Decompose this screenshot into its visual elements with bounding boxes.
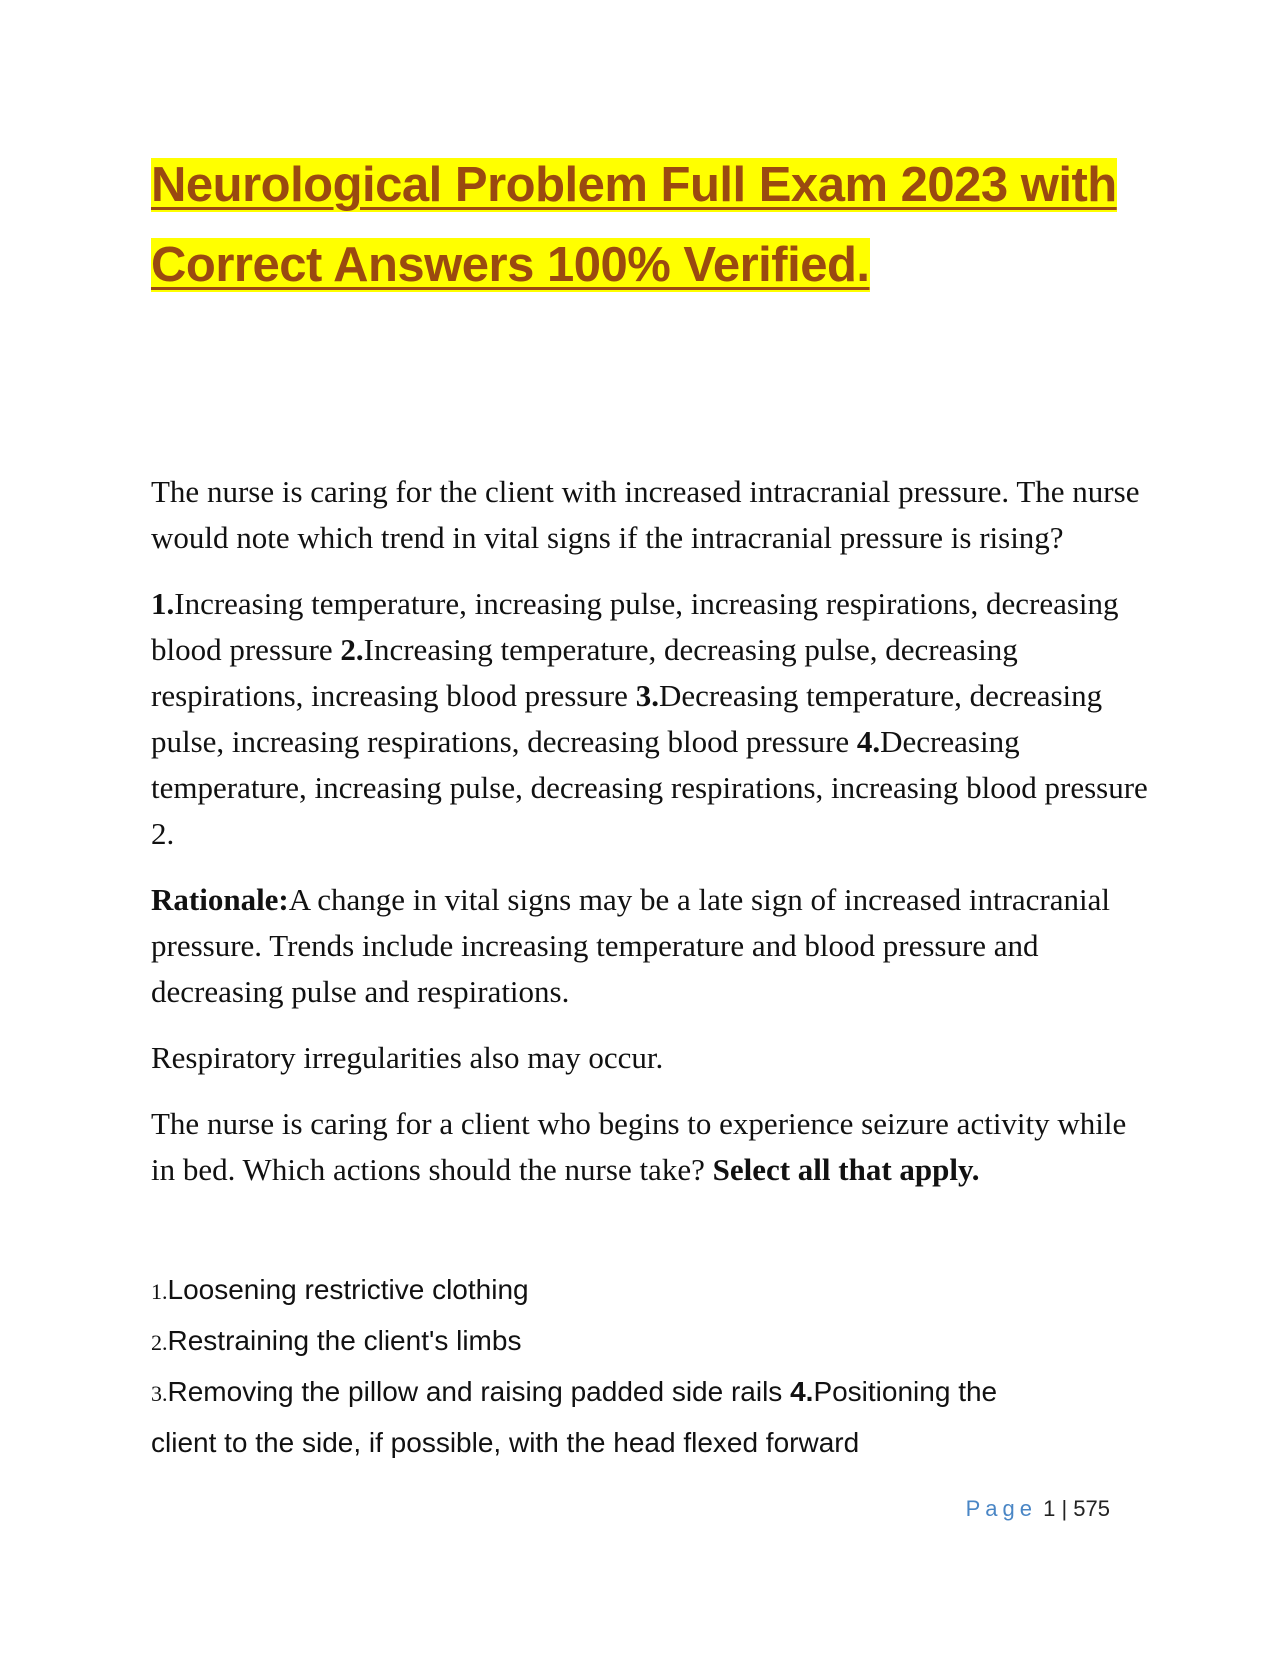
page-label: Page: [965, 1496, 1037, 1521]
q2-options-3-4: [151, 1367, 1031, 1467]
title-line-2: Correct Answers 100% Verified.: [151, 238, 870, 292]
question-2-options: [151, 1265, 1151, 1467]
document-title: [151, 145, 1141, 305]
q1-option-4-text: Decreasing temperature, increasing pulse, decreasing respirations, increasing blood pressure 2.: [151, 724, 1148, 851]
q1-option-3-text: Decreasing temperature, decreasing pulse, increasing respirations, decreasing blood pressure: [151, 678, 1103, 759]
rationale-label: Rationale:: [151, 882, 289, 917]
page-number: 1: [1043, 1496, 1056, 1521]
page-footer: [900, 1496, 1110, 1522]
q1-option-4-number: 4.: [856, 724, 881, 759]
total-pages: 575: [1073, 1496, 1110, 1521]
document-body: [151, 469, 1151, 1213]
q2-option-1-text: Loosening restrictive clothing: [167, 1274, 529, 1305]
question-2-stem: [151, 1101, 1151, 1193]
question-1-note: Respiratory irregularities also may occur.: [151, 1040, 664, 1075]
q2-option-3-number: 3.: [151, 1381, 168, 1406]
q2-option-1: [151, 1265, 1151, 1316]
q2-option-2: [151, 1316, 1151, 1367]
title-line-1: Neurological Problem Full Exam 2023 with: [151, 158, 1117, 212]
q2-option-4-text: Positioning the client to the side, if possible, with the head flexed forward: [151, 1376, 998, 1458]
q2-option-2-number: 2.: [151, 1330, 168, 1355]
question-1-rationale: [151, 877, 1151, 1015]
q2-option-1-number: 1.: [151, 1279, 168, 1304]
question-1-options: [151, 581, 1151, 857]
q1-option-3-number: 3.: [635, 678, 659, 713]
q2-option-3-text: Removing the pillow and raising padded side rails: [167, 1376, 791, 1407]
question-2-stem-text: The nurse is caring for a client who begins to experience seizure activity while in bed. Which actions should the nurse take?: [151, 1106, 1127, 1187]
page-separator: |: [1055, 1496, 1074, 1521]
q1-option-2-number: 2.: [340, 632, 364, 667]
q1-option-2-text: Increasing temperature, decreasing pulse, decreasing respirations, increasing blood pressure: [151, 632, 1018, 713]
rationale-text: A change in vital signs may be a late sign of increased intracranial pressure. Trends include increasing temperature and blood pressure and decreasing pulse and respirations.: [151, 882, 1110, 1009]
q1-option-1-number: 1.: [151, 586, 175, 621]
question-1-stem: The nurse is caring for the client with increased intracranial pressure. The nurse would note which trend in vital signs if the intracranial pressure is rising?: [151, 474, 1140, 555]
q2-option-4-number: 4.: [790, 1376, 814, 1407]
q1-option-1-text: Increasing temperature, increasing pulse, increasing respirations, decreasing blood pressure: [151, 586, 1119, 667]
q2-option-2-text: Restraining the client's limbs: [167, 1325, 522, 1356]
question-2-select-all: Select all that apply.: [712, 1152, 980, 1187]
